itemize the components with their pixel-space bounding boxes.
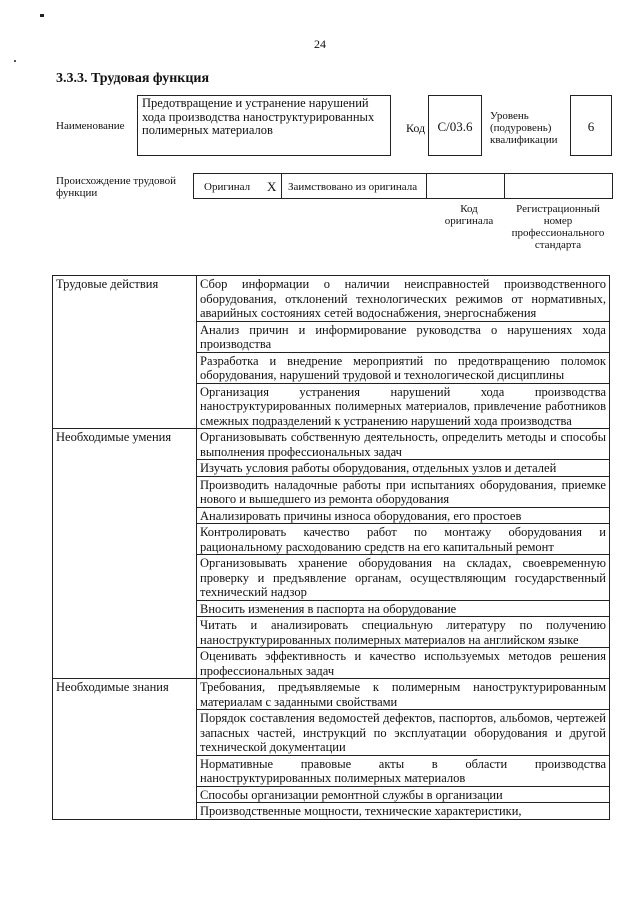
name-value-box (137, 95, 391, 156)
requirement-cell: Оценивать эффективность и качество используемых методов решения профессиональных задач (197, 648, 610, 679)
original-mark: X (267, 179, 277, 194)
requirement-cell: Читать и анализировать специальную литературу по получению наноструктурированных полимерных материалов на английском языке (197, 617, 610, 648)
requirement-cell: Производить наладочные работы при испытаниях оборудования, приемке нового и вышедшего из ремонта оборудования (197, 476, 610, 507)
category-cell: Трудовые действия (53, 276, 197, 429)
requirement-cell: Сбор информации о наличии неисправностей производственного оборудования, отклонений технологических режимов от нормативных, аварийных состояниях сетей водоснабжения, энергоснабжения (197, 276, 610, 322)
requirement-cell: Анализ причин и информирование руководства о нарушениях хода производства (197, 321, 610, 352)
registration-caption: Регистрационный номер профессионального стандарта (511, 203, 605, 251)
name-label: Наименование (56, 120, 125, 132)
requirement-cell: Порядок составления ведомостей дефектов, паспортов, альбомов, чертежей запасных частей, инструкций по эксплуатации оборудования и другой технической документации (197, 710, 610, 756)
scan-dot (14, 60, 16, 62)
requirement-cell: Организация устранения нарушений хода производства наноструктурированных полимерных материалов, привлечение работников смежных подразделений к устранению нарушений хода производства (197, 383, 610, 429)
requirement-cell: Организовывать собственную деятельность, определить методы и способы выполнения профессиональных задач (197, 429, 610, 460)
borrowed-label: Заимствовано из оригинала (288, 181, 418, 193)
requirement-cell: Способы организации ремонтной службы в организации (197, 786, 610, 803)
category-cell: Необходимые знания (53, 679, 197, 820)
code-original-caption: Код оригинала (444, 203, 494, 227)
level-label: Уровень (подуровень) квалификации (490, 110, 558, 146)
origin-box (193, 173, 613, 199)
function-table (52, 275, 610, 820)
section-title: 3.3.3. Трудовая функция (56, 71, 210, 86)
requirement-cell: Нормативные правовые акты в области производства наноструктурированных полимерных материалов (197, 755, 610, 786)
code-label: Код (406, 121, 426, 135)
level-value-box (570, 95, 612, 156)
table-row (53, 679, 610, 710)
original-label: Оригинал (204, 181, 251, 193)
code-value-box (428, 95, 482, 156)
requirement-cell: Вносить изменения в паспорта на оборудование (197, 600, 610, 617)
origin-label: Происхождение трудовой функции (56, 175, 177, 199)
requirement-cell: Изучать условия работы оборудования, отдельных узлов и деталей (197, 460, 610, 477)
requirement-cell: Организовывать хранение оборудования на складах, своевременную проверку и предъявление органам, осуществляющим государственный технический надзор (197, 555, 610, 601)
origin-divider (504, 174, 505, 198)
category-cell: Необходимые умения (53, 429, 197, 679)
requirement-cell: Требования, предъявляемые к полимерным наноструктурированным материалам с заданными свойствами (197, 679, 610, 710)
requirement-cell: Контролировать качество работ по монтажу оборудования и рациональному расходованию средств на его капитальный ремонт (197, 524, 610, 555)
requirement-cell: Анализировать причины износа оборудования, его простоев (197, 507, 610, 524)
name-value: Предотвращение и устранение нарушений хода производства наноструктурированных полимерных материалов (142, 96, 375, 137)
origin-divider (426, 174, 427, 198)
origin-divider (281, 174, 282, 198)
page-number: 24 (314, 37, 326, 51)
requirement-cell: Производственные мощности, технические характеристики, (197, 803, 610, 820)
table-row (53, 276, 610, 322)
requirement-cell: Разработка и внедрение мероприятий по предотвращению поломок оборудования, нарушений трудовой и технологической дисциплины (197, 352, 610, 383)
code-value: C/03.6 (437, 119, 473, 134)
table-row (53, 429, 610, 460)
scan-mark (40, 14, 44, 17)
level-value: 6 (587, 119, 595, 134)
